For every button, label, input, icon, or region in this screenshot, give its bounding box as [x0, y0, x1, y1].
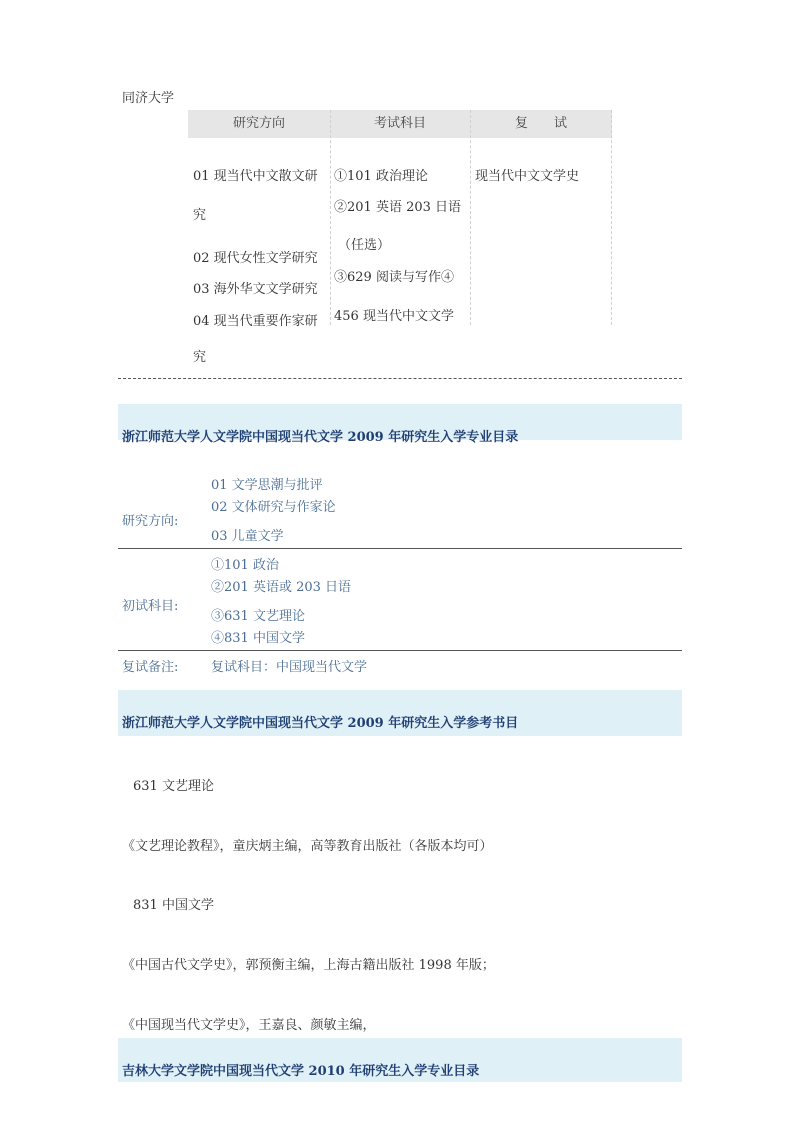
- header-retest: 复 试: [470, 110, 612, 138]
- direction-item: 03 儿童文学: [211, 529, 284, 544]
- table-rule: [118, 548, 682, 549]
- book-subject: 631 文艺理论: [133, 779, 214, 794]
- zjnu-books-title: 浙江师范大学人文学院中国现当代文学 2009 年研究生入学参考书目: [122, 716, 519, 731]
- subject-line: ③629 阅读与写作④: [334, 270, 454, 285]
- exam-item: ④831 中国文学: [211, 631, 305, 646]
- column-divider: [611, 110, 612, 325]
- note-value: 复试科目：中国现当代文学: [211, 660, 368, 675]
- note-label: 复试备注:: [122, 660, 179, 675]
- book-entry: 《中国古代文学史》，郭预衡主编，上海古籍出版社 1998 年版；: [122, 958, 495, 973]
- exam-item: ③631 文艺理论: [211, 609, 305, 624]
- subject-line: ①101 政治理论: [334, 169, 428, 184]
- book-entry: 《文艺理论教程》，童庆炳主编，高等教育出版社（各版本均可）: [122, 839, 493, 854]
- exam-item: ①101 政治: [211, 558, 279, 573]
- direction-line: 01 现当代中文散文研: [193, 169, 318, 184]
- direction-label: 研究方向:: [122, 514, 179, 529]
- jilin-catalog-title: 吉林大学文学院中国现当代文学 2010 年研究生入学专业目录: [122, 1064, 480, 1079]
- table-rule: [118, 650, 682, 651]
- school-name: 同济大学: [122, 91, 175, 106]
- direction-item: 01 文学思潮与批评: [211, 478, 323, 493]
- exam-label: 初试科目:: [122, 599, 179, 614]
- book-subject: 831 中国文学: [133, 898, 214, 913]
- direction-line: 02 现代女性文学研究: [193, 251, 318, 266]
- exam-item: ②201 英语或 203 日语: [211, 580, 352, 595]
- header-direction: 研究方向: [188, 110, 330, 138]
- direction-line: 究: [193, 350, 207, 365]
- header-subjects: 考试科目: [330, 110, 470, 138]
- subject-line: （任选）: [338, 238, 391, 253]
- zjnu-catalog-title: 浙江师范大学人文学院中国现当代文学 2009 年研究生入学专业目录: [122, 430, 519, 445]
- book-entry: 《中国现当代文学史》，王嘉良、颜敏主编，: [122, 1018, 376, 1033]
- subject-line: 456 现当代中文文学: [334, 309, 454, 324]
- direction-line: 04 现当代重要作家研: [193, 314, 318, 329]
- direction-item: 02 文体研究与作家论: [211, 500, 336, 515]
- column-divider: [330, 110, 331, 325]
- section-divider: [118, 378, 682, 379]
- direction-line: 03 海外华文文学研究: [193, 282, 318, 297]
- tongji-program-table: [188, 110, 612, 365]
- retest-line: 现当代中文文学史: [475, 169, 580, 184]
- column-divider: [470, 110, 471, 325]
- subject-line: ②201 英语 203 日语: [334, 200, 462, 215]
- direction-line: 究: [193, 208, 207, 223]
